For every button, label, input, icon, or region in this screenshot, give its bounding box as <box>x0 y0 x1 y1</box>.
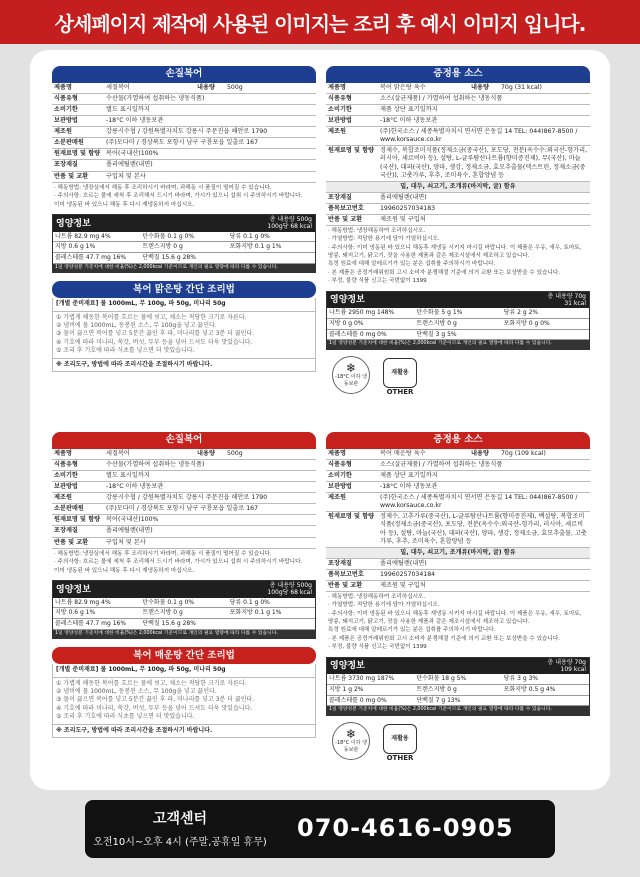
content-card <box>30 50 610 790</box>
recipe-title: 복어 매운탕 간단 조리법 <box>52 647 316 664</box>
recipe-box: [개별 준비재료] 물 1000mL, 무 100g, 파 50g, 미나리 50g ① 가볍게 해동한 복어를 흐르는 물에 씻고, 채소는 적당한 크기로 자른다. ② 냄비에 물 1000mL, 동봉된 소스, 무 100g을 넣고 끓인다. ③ 물이 끓으면 복어를 넣고 5분간 끓인 후 파, 미나리를 넣고 3분 더 끓인다. ④ 기호에 따라 미나리, 쑥갓, 버섯, 두부 등을 넣어 드셔도 더욱 맛있습니다. ⑤ 조리 후 기호에 따라 식초를 넣으면 더 맛있습니다. ※ 조리도구, 방법에 따라 조리시간을 조절하시기 바랍니다. <box>52 664 316 738</box>
product-panel-sauce-red <box>326 432 590 766</box>
notes: · 해동방법: 냉장실에서 해동 후 조리하시기 바라며, 과해동 시 품질이 떨어질 수 있습니다. · 주의사항: 흐르는 물에 세척 후 조리해서 드시기 바라며, 가시가 있으니 섭취 시 주의하시기 바랍니다. 이미 냉동된 바 있으니 해동 후 다시 재냉동하지 마십시오. <box>54 550 303 574</box>
info-table: 제품명 복어 맑은탕 육수 내용량 70g (31 kcal) 식품유형 소스(살균제품) / 가열하여 섭취하는 냉동식품 소비기한 제품 상단 표기일까지 보관방법 -18°C 이하 냉동보관 제조원 (주)한국소스 / 세종특별자치시 연서면 은동길 14 TEL: 044)867-8500 / www.korsauce.co.kr 원재료명 및 함량 정제수, 복합조미식품(정제소금(중국산), 포도당, 전분(옥수수:외국산-헝가리, 러시아, 세르비아 등), 설탕, L-글루탐산나트륨(향미증진제), 무(국산), 마늘(국산), 대파(국산), 양파, 생강, 정제소금, 효모추출물(덱스트린, 정제소금(중국산)), 고춧가루, 후추, 조미육수, 혼합양념 등 <box>326 83 590 182</box>
snowflake-icon: ❄ -18°C 이하 냉동보관 <box>332 356 370 394</box>
customer-center-hours: 오전10시~오후 4시 (주말,공휴일 휴무) <box>93 837 267 848</box>
panel-title: 손질복어 <box>52 432 316 449</box>
notes: · 해동방법: 냉장실에서 해동 후 조리하시기 바라며, 과해동 시 품질이 떨어질 수 있습니다. · 주의사항: 흐르는 물에 세척 후 조리해서 드시기 바라며, 가시가 있으니 섭취 시 주의하시기 바랍니다. 이미 냉동된 바 있으니 해동 후 다시 재냉동하지 마십시오. <box>54 184 303 208</box>
info-table: 제품명 복어 매운탕 육수 내용량 70g (109 kcal) 식품유형 소스(살균제품) / 가열하여 섭취하는 냉동식품 소비기한 제품 상단 표기일까지 보관방법 -18°C 이하 냉동보관 제조원 (주)한국소스 / 세종특별자치시 연서면 은동길 14 TEL: 044)867-8500 / www.korsauce.co.kr 원재료명 및 함량 정제수, 고추가루(중국산), L-글루탐산나트륨(향미증진제), 백설탕, 복합조미식품(정제소금(중국산), 포도당, 전분(옥수수:외국산-헝가리, 러시아, 세르비아 등), 설탕, 마늘(국산), 대파(국산), 양파, 생강, 정제소금, 효모추출물, 고춧가루, 후추, 조미육수, 혼합양념 등 <box>326 449 590 548</box>
nutrition-facts: 영양정보 총 내용량 70g 109 kcal 나트륨 3730 mg 187% 탄수화물 18 g 5% 당류 3 g 3% 지방 1 g 2% 트랜스지방 0 g 포화지방 0.5 g 4% 콜레스테롤 0 mg 0% 단백질 7 g 13% 1일 영양성분 기준치에 대한 비율(%)은 2,000kcal 기준이므로 개인의 필요 열량에 따라 다를 수 있습니다. <box>326 657 590 716</box>
customer-center-phone[interactable]: 070-4616-0905 <box>297 814 514 842</box>
panel-title: 증정용 소스 <box>326 432 590 449</box>
snowflake-icon: ❄ -18°C 이하 냉동보관 <box>332 722 370 760</box>
nutrition-facts: 영양정보 총 내용량 500g 100g당 68 kcal 나트륨 82.9 mg 4% 탄수화물 0.1 g 0% 당류 0.1 g 0% 지방 0.6 g 1% 트랜스지방 0 g 포화지방 0.1 g 1% 콜레스테롤 47.7 mg 16% 단백질 15.6 g 28% 1일 영양성분 기준치에 대한 비율(%)은 2,000kcal 기준이므로 개인의 필요 열량에 따라 다를 수 있습니다. <box>52 214 316 273</box>
nutrition-facts: 영양정보 총 내용량 70g 31 kcal 나트륨 2950 mg 148% 탄수화물 5 g 1% 당류 2 g 2% 지방 0 g 0% 트랜스지방 0 g 포화지방 0 g 0% 콜레스테롤 0 mg 0% 단백질 3 g 5% 1일 영양성분 기준치에 대한 비율(%)은 2,000kcal 기준이므로 개인의 필요 열량에 따라 다를 수 있습니다. <box>326 291 590 350</box>
info-table: 제품명 세절복어 내용량 500g 식품유형 수산물(가열하여 섭취하는 냉동식품) 소비기한 별도 표시일까지 보관방법 -18°C 이하 냉동보관 제조원 강릉시수협 / 강원특별자치도 강릉시 주문진읍 해안로 1790 소분판매원 (주)모다미 / 경상북도 포항시 남구 구룡포읍 일출로 167 원재료명 및 함량 복어(국내산)100% 포장재질 폴리에틸렌(내면) 반품 및 교환 구입처 및 본사 <box>52 449 316 549</box>
product-panel-fugu-blue <box>52 66 316 372</box>
panel-title: 증정용 소스 <box>326 66 590 83</box>
product-panel-fugu-red <box>52 432 316 738</box>
banner-text: 상세페이지 제작에 사용된 이미지는 조리 후 예시 이미지 입니다. <box>54 11 586 36</box>
package-marks <box>326 356 590 400</box>
customer-center-box <box>85 800 555 858</box>
recipe-title: 복어 맑은탕 간단 조리법 <box>52 281 316 298</box>
allergen-line: 밀, 대두, 쇠고기, 조개류(바지락, 굴) 함유 <box>326 182 590 193</box>
recipe-box: [개별 준비재료] 물 1000mL, 무 100g, 파 50g, 미나리 50g ① 가볍게 해동한 복어를 흐르는 물에 씻고, 채소는 적당한 크기로 자른다. ② 냄비에 물 1000mL, 동봉된 소스, 무 100g을 넣고 끓인다. ③ 물이 끓으면 복어를 넣고 5분간 끓인 후 파, 미나리를 넣고 3분 더 끓인다. ④ 기호에 따라 미나리, 쑥갓, 버섯, 두부 등을 넣어 드셔도 더욱 맛있습니다. ⑤ 조리 후 기호에 따라 식초를 넣으면 더 맛있습니다. ※ 조리도구, 방법에 따라 조리시간을 조절하시기 바랍니다. <box>52 298 316 372</box>
nutrition-facts: 영양정보 총 내용량 500g 100g당 68 kcal 나트륨 82.9 mg 4% 탄수화물 0.1 g 0% 당류 0.1 g 0% 지방 0.6 g 1% 트랜스지방 0 g 포화지방 0.1 g 1% 콜레스테롤 47.7 mg 16% 단백질 15.6 g 28% 1일 영양성분 기준치에 대한 비율(%)은 2,000kcal 기준이므로 개인의 필요 열량에 따라 다를 수 있습니다. <box>52 580 316 639</box>
notes: · 해동방법: 냉장해동하여 조리하십시오. · 가열방법: 적당한 용기에 담아 가열하십시오. · 주의사항: 이미 냉동된 바 있으니 해동후 재냉동 시키지 마시길 바랍니다. 이 제품은 우유, 새우, 토마토, 땅콩, 돼지고기, 닭고기, 잣을 사용한 제품과 같은 제조시설에서 제조하고 있습니다. 특정 원료에 대해 알레르기가 있는 분은 섭취를 주의하시기 바랍니다. · 본 제품은 공정거래위원회 고시 소비자 분쟁해결 기준에 의거 교환 또는 보상받을 수 있습니다. · 부정, 불량 식품 신고는 국번없이 1399 <box>328 227 582 285</box>
recycle-icon: 재활용 OTHER <box>380 722 420 766</box>
notes: · 해동방법: 냉장해동하여 조리하십시오. · 가열방법: 적당한 용기에 담아 가열하십시오. · 주의사항: 이미 냉동된 바 있으니 해동후 재냉동 시키지 마시길 바랍니다. 이 제품은 우유, 새우, 토마토, 땅콩, 돼지고기, 닭고기, 잣을 사용한 제품과 같은 제조시설에서 제조하고 있습니다. 특정 원료에 대해 알레르기가 있는 분은 섭취를 주의하시기 바랍니다. · 본 제품은 공정거래위원회 고시 소비자 분쟁해결 기준에 의거 교환 또는 보상받을 수 있습니다. · 부정, 불량 식품 신고는 국번없이 1399 <box>328 593 582 651</box>
panel-title: 손질복어 <box>52 66 316 83</box>
package-marks <box>326 722 590 766</box>
customer-center-title: 고객센터 <box>152 811 208 827</box>
info-table-2: 포장재질 폴리에틸렌(내면) 품목보고번호 19960257034184 반품 및 교환 제조원 및 구입처 <box>326 559 590 592</box>
product-panel-sauce-blue <box>326 66 590 400</box>
info-table: 제품명 세절복어 내용량 500g 식품유형 수산물(가열하여 섭취하는 냉동식품) 소비기한 별도 표시일까지 보관방법 -18°C 이하 냉동보관 제조원 강릉시수협 / 강원특별자치도 강릉시 주문진읍 해안로 1790 소분판매원 (주)모다미 / 경상북도 포항시 남구 구룡포읍 일출로 167 원재료명 및 함량 복어(국내산)100% 포장재질 폴리에틸렌(내면) 반품 및 교환 구입처 및 본사 <box>52 83 316 183</box>
allergen-line: 밀, 대두, 쇠고기, 조개류(바지락, 굴) 함유 <box>326 548 590 559</box>
top-banner <box>0 0 640 44</box>
info-table-2: 포장재질 폴리에틸렌(내면) 품목보고번호 19960257034183 반품 및 교환 제조원 및 구입처 <box>326 193 590 226</box>
recycle-icon: 재활용 OTHER <box>380 356 420 400</box>
